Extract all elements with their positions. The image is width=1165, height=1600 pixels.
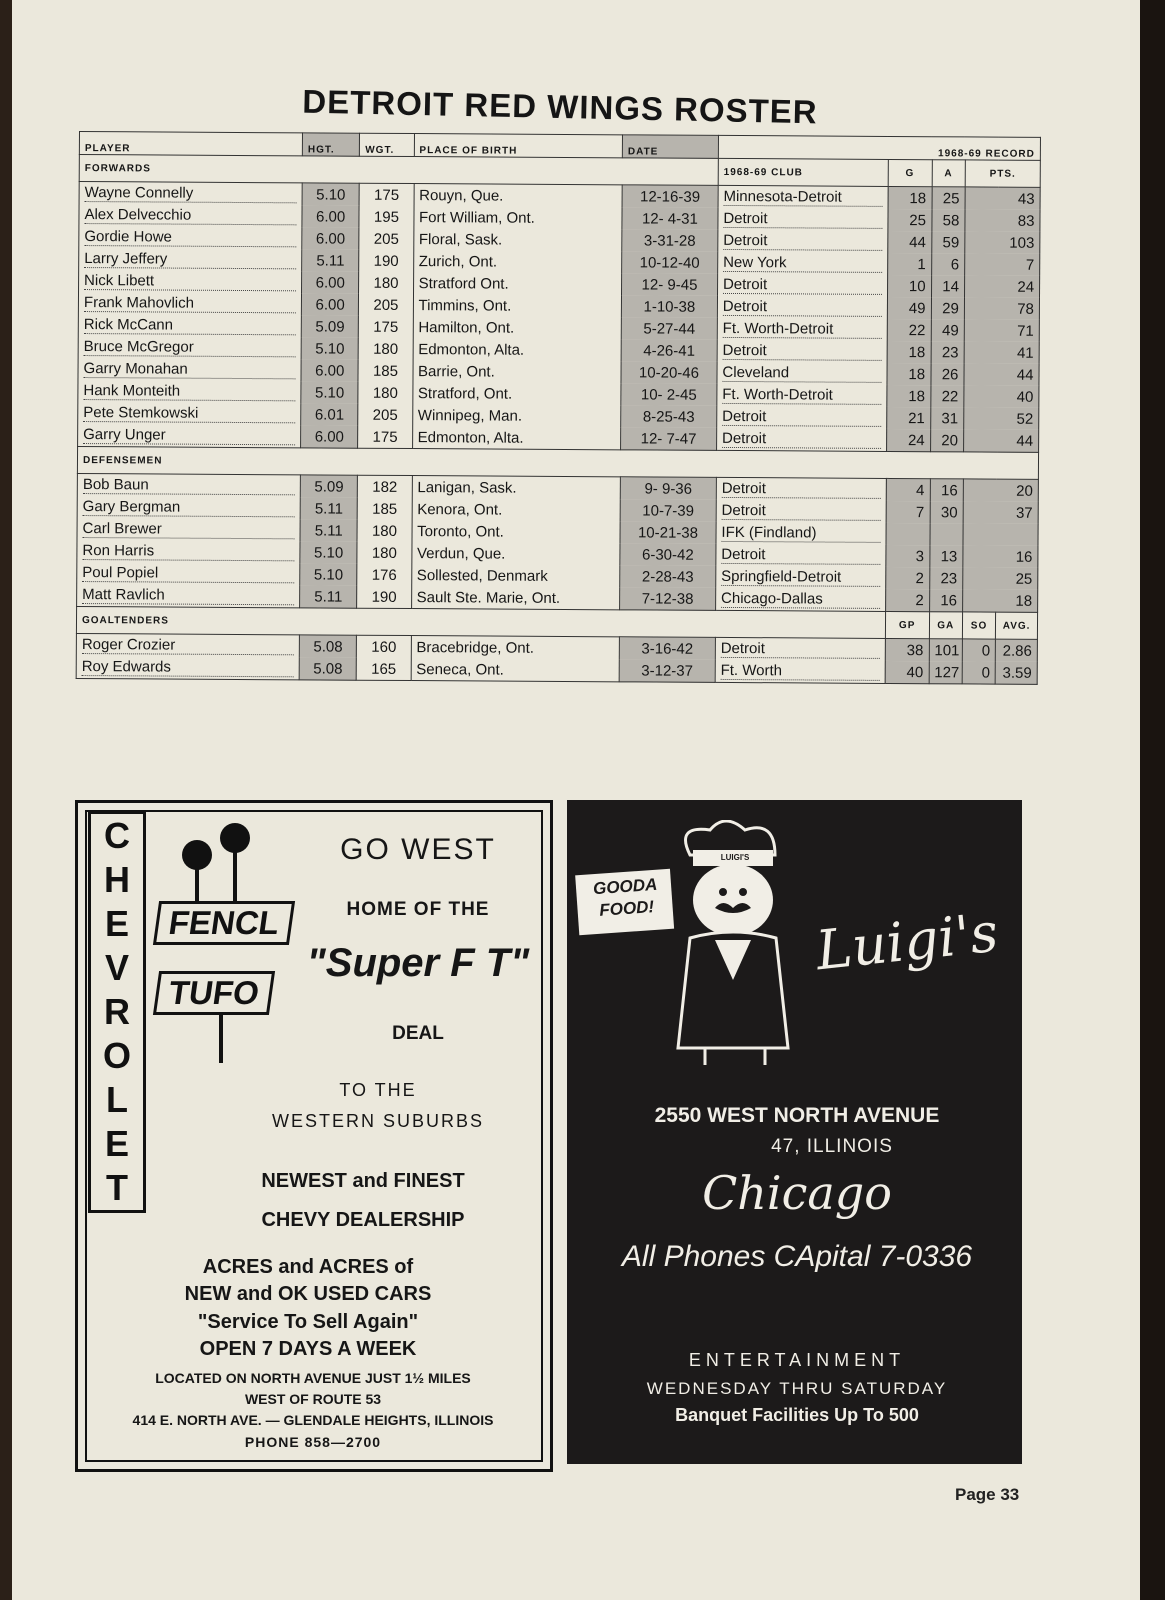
height-cell: 6.00 xyxy=(302,227,359,249)
hat-label: LUIGI'S xyxy=(720,853,750,862)
birthdate-cell: 2-28-43 xyxy=(620,565,716,588)
birthplace-cell: Seneca, Ont. xyxy=(411,658,620,682)
col-place: PLACE OF BIRTH xyxy=(414,134,623,158)
player-name-cell xyxy=(78,380,301,403)
address-text: 414 E. NORTH AVE. — GLENDALE HEIGHTS, ILLINOIS xyxy=(132,1412,494,1428)
player-name-cell xyxy=(78,336,301,359)
home-of-text: HOME OF THE xyxy=(346,899,490,920)
club-name-cell xyxy=(717,318,887,341)
col-g: G xyxy=(888,159,932,186)
height-cell: 5.09 xyxy=(300,475,357,498)
page-number: Page 33 xyxy=(955,1485,1020,1504)
club-name-cell xyxy=(717,384,887,407)
birthplace-cell: Sault Ste. Marie, Ont. xyxy=(411,586,620,610)
player-name: Garry Monahan xyxy=(83,360,295,379)
club-name: Detroit xyxy=(722,430,881,449)
ga-cell: 127 xyxy=(929,661,962,684)
assists-cell: 29 xyxy=(931,297,964,319)
birthplace-cell: Sollested, Denmark xyxy=(411,564,620,587)
birthdate-cell: 10-7-39 xyxy=(620,499,716,522)
player-name: Pete Stemkowski xyxy=(83,404,295,423)
height-cell: 5.10 xyxy=(301,381,358,403)
goals-cell xyxy=(886,523,930,545)
birthdate-cell: 1-10-38 xyxy=(621,295,717,318)
player-name-cell xyxy=(77,473,300,497)
points-cell: 78 xyxy=(964,297,1039,319)
gp-cell: 40 xyxy=(885,661,929,684)
weight-cell: 205 xyxy=(359,228,413,250)
birthdate-cell: 3-31-28 xyxy=(622,229,718,252)
goals-cell: 2 xyxy=(885,589,929,612)
points-cell: 37 xyxy=(963,501,1038,523)
birthdate-cell: 3-12-37 xyxy=(619,659,715,682)
birthplace-cell: Hamilton, Ont. xyxy=(413,316,622,339)
club-name-cell xyxy=(716,500,886,523)
weight-cell: 165 xyxy=(357,658,411,681)
player-name-cell xyxy=(78,424,301,448)
club-name-cell xyxy=(717,362,887,385)
weight-cell: 195 xyxy=(359,206,413,228)
assists-cell: 26 xyxy=(931,363,964,385)
chev-letter: O xyxy=(102,1035,131,1076)
club-name-cell xyxy=(716,566,886,589)
player-name: Garry Unger xyxy=(83,426,295,445)
player-name: Larry Jeffery xyxy=(84,250,296,269)
height-cell: 5.11 xyxy=(300,497,357,519)
club-name: IFK (Findland) xyxy=(721,524,880,543)
points-cell: 44 xyxy=(964,363,1039,385)
weight-cell: 176 xyxy=(357,564,411,586)
weight-cell: 190 xyxy=(359,250,413,272)
assists-cell: 14 xyxy=(931,275,964,297)
assists-cell: 49 xyxy=(931,319,964,341)
club-name: New York xyxy=(723,254,882,273)
club-name: Ft. Worth-Detroit xyxy=(722,386,881,405)
fencl-sign: FENCL xyxy=(153,901,295,945)
goals-cell: 18 xyxy=(888,186,932,209)
goals-cell: 18 xyxy=(887,385,931,407)
player-name: Roger Crozier xyxy=(82,636,294,655)
birthdate-cell: 12- 9-45 xyxy=(622,273,718,296)
player-name: Gordie Howe xyxy=(84,228,296,247)
goals-cell: 22 xyxy=(887,319,931,341)
height-cell: 5.10 xyxy=(300,541,357,563)
record-label: 1968-69 RECORD xyxy=(938,148,1035,160)
player-name: Wayne Connelly xyxy=(85,184,297,203)
club-name-cell xyxy=(718,185,888,209)
birthplace-cell: Edmonton, Alta. xyxy=(412,426,621,450)
birthplace-cell: Edmonton, Alta. xyxy=(413,338,622,361)
birthplace-cell: Kenora, Ont. xyxy=(412,498,621,521)
club-name-cell xyxy=(715,637,885,661)
deal-text: DEAL xyxy=(392,1023,444,1044)
col-gp: GP xyxy=(885,611,929,638)
col-pts: PTS. xyxy=(965,160,1040,187)
birthplace-cell: Winnipeg, Man. xyxy=(412,404,621,427)
chev-letter: E xyxy=(104,1123,129,1164)
banquet-text: Banquet Facilities Up To 500 xyxy=(675,1405,919,1425)
goals-cell: 2 xyxy=(885,567,929,589)
player-name-cell xyxy=(78,358,301,381)
luigis-ad xyxy=(567,800,1022,1464)
player-name-cell xyxy=(77,496,300,519)
player-name: Bruce McGregor xyxy=(84,338,296,357)
birthplace-cell: Rouyn, Que. xyxy=(414,184,623,208)
assists-cell: 30 xyxy=(930,501,963,523)
player-name-cell xyxy=(79,248,302,271)
section-forwards: FORWARDS xyxy=(79,155,718,186)
weight-cell: 205 xyxy=(358,404,412,426)
birthdate-cell: 3-16-42 xyxy=(619,637,715,660)
birthplace-cell: Stratford Ont. xyxy=(413,272,622,295)
weight-cell: 175 xyxy=(359,183,413,206)
chicago-text: Chicago xyxy=(702,1166,892,1220)
assists-cell: 13 xyxy=(929,545,962,567)
so-cell: 0 xyxy=(962,639,995,662)
player-name-cell xyxy=(77,562,300,585)
club-name: Detroit xyxy=(721,546,880,565)
height-cell: 5.10 xyxy=(301,337,358,359)
height-cell: 5.11 xyxy=(300,519,357,541)
birthplace-cell: Verdun, Que. xyxy=(411,542,620,565)
defensemen-body xyxy=(77,446,1039,612)
forwards-body xyxy=(78,155,1041,453)
assists-cell: 20 xyxy=(930,429,963,452)
club-name: Chicago-Dallas xyxy=(721,590,880,609)
club-name: Cleveland xyxy=(722,364,881,383)
height-cell: 5.10 xyxy=(300,563,357,585)
go-west-text: GO WEST xyxy=(340,833,496,866)
goaltenders-body xyxy=(76,606,1037,684)
col-a: A xyxy=(932,160,966,187)
super-ft-text: "Super F T" xyxy=(306,941,530,985)
weight-cell: 190 xyxy=(357,586,411,609)
chev-letter: C xyxy=(104,815,130,856)
chevrolet-sign xyxy=(88,811,146,1213)
player-name: Alex Delvecchio xyxy=(84,206,296,225)
player-name-cell xyxy=(76,656,299,680)
chev-letter: V xyxy=(104,947,129,988)
player-name: Carl Brewer xyxy=(83,520,295,539)
points-cell: 83 xyxy=(965,209,1040,231)
goals-cell: 18 xyxy=(887,341,931,363)
club-name-cell xyxy=(717,274,887,297)
gooda-food-bubble: GOODA FOOD! xyxy=(592,874,658,920)
new-ok-text: NEW and OK USED CARS xyxy=(184,1283,432,1305)
club-name-cell xyxy=(718,208,888,231)
weight-cell: 175 xyxy=(358,426,412,449)
club-name: Detroit xyxy=(723,342,882,361)
goals-cell: 24 xyxy=(886,429,930,452)
west-of-route-text: WEST OF ROUTE 53 xyxy=(244,1391,382,1407)
club-name: Detroit xyxy=(722,480,881,499)
points-cell: 20 xyxy=(963,479,1038,502)
player-name-cell xyxy=(77,540,300,563)
player-name: Frank Mahovlich xyxy=(84,294,296,313)
goals-cell: 10 xyxy=(887,275,931,297)
assists-cell: 23 xyxy=(931,341,964,363)
tufo-sign: TUFO xyxy=(153,971,275,1015)
club-name-cell xyxy=(718,230,888,253)
assists-cell: 59 xyxy=(931,231,964,253)
player-name: Matt Ravlich xyxy=(82,586,294,605)
birthdate-cell: 4-26-41 xyxy=(621,339,717,362)
club-name: Detroit xyxy=(722,502,881,521)
birthplace-cell: Zurich, Ont. xyxy=(413,250,622,273)
club-name-cell xyxy=(716,544,886,567)
player-name-cell xyxy=(79,226,302,249)
player-name: Gary Bergman xyxy=(83,498,295,517)
col-hgt: HGT. xyxy=(302,133,359,156)
open-days-text: OPEN 7 DAYS A WEEK xyxy=(199,1338,417,1360)
height-cell: 6.00 xyxy=(302,271,359,293)
assists-cell: 16 xyxy=(929,589,962,612)
player-name-cell xyxy=(77,584,300,608)
birthdate-cell: 10-21-38 xyxy=(620,521,716,544)
goals-cell: 3 xyxy=(886,545,930,567)
assists-cell: 58 xyxy=(931,209,964,231)
located-text: LOCATED ON NORTH AVENUE JUST 1½ MILES xyxy=(155,1370,471,1386)
weight-cell: 185 xyxy=(357,498,411,520)
club-name-cell xyxy=(716,522,886,545)
chev-letter: H xyxy=(104,859,130,900)
height-cell: 5.10 xyxy=(302,183,359,206)
points-cell xyxy=(963,523,1038,545)
chev-letter: L xyxy=(106,1079,128,1120)
birthdate-cell: 8-25-43 xyxy=(621,405,717,428)
player-name-cell xyxy=(79,270,302,293)
newest-text: NEWEST and FINEST xyxy=(261,1170,465,1192)
chev-letter: E xyxy=(104,903,129,944)
weight-cell: 180 xyxy=(359,272,413,294)
birthdate-cell: 7-12-38 xyxy=(620,587,716,610)
points-cell: 44 xyxy=(963,429,1038,452)
player-name-cell xyxy=(79,182,302,206)
club-name: Detroit xyxy=(723,232,882,251)
club-name: Ft. Worth xyxy=(721,662,880,681)
player-name: Bob Baun xyxy=(83,476,295,495)
height-cell: 6.00 xyxy=(301,359,358,381)
points-cell: 16 xyxy=(963,545,1038,567)
zip-text: 47, ILLINOIS xyxy=(771,1136,893,1157)
player-name: Poul Popiel xyxy=(82,564,294,583)
birthplace-cell: Timmins, Ont. xyxy=(413,294,622,317)
club-name: Detroit xyxy=(723,210,882,229)
height-cell: 5.11 xyxy=(302,249,359,271)
binding-spine xyxy=(0,0,12,1600)
club-name: Detroit xyxy=(723,298,882,317)
club-name-cell xyxy=(716,477,886,501)
avg-cell: 2.86 xyxy=(996,639,1038,662)
roster-title: DETROIT RED WINGS ROSTER xyxy=(302,82,819,131)
weight-cell: 180 xyxy=(357,542,411,564)
goals-cell: 1 xyxy=(887,253,931,275)
address-text: 2550 WEST NORTH AVENUE xyxy=(654,1104,940,1127)
goals-cell: 18 xyxy=(887,363,931,385)
player-name-cell xyxy=(78,314,301,337)
player-name-cell xyxy=(78,292,301,315)
club-name: Detroit xyxy=(723,276,882,295)
player-name: Rick McCann xyxy=(84,316,296,335)
points-cell: 43 xyxy=(965,187,1040,210)
club-name-cell xyxy=(717,406,887,429)
roster-table-wrapper xyxy=(76,131,1041,685)
club-name: Ft. Worth-Detroit xyxy=(723,320,882,339)
weight-cell: 182 xyxy=(358,475,412,498)
player-name: Hank Monteith xyxy=(83,382,295,401)
assists-cell: 22 xyxy=(930,385,963,407)
birthdate-cell: 12- 7-47 xyxy=(621,427,717,450)
height-cell: 6.01 xyxy=(301,403,358,425)
player-name: Nick Libett xyxy=(84,272,296,291)
club-name: Springfield-Detroit xyxy=(721,568,880,587)
section-defensemen: DEFENSEMEN xyxy=(77,446,1038,479)
goals-cell: 4 xyxy=(886,478,930,501)
birthplace-cell: Lanigan, Sask. xyxy=(412,476,621,500)
luigis-name: Luigi's xyxy=(813,900,1001,983)
birthplace-cell: Toronto, Ont. xyxy=(412,520,621,543)
chevy-dealership-text: CHEVY DEALERSHIP xyxy=(261,1209,465,1231)
club-name: Detroit xyxy=(721,640,880,659)
birthdate-cell: 10-12-40 xyxy=(622,251,718,274)
col-so: SO xyxy=(962,612,996,639)
goals-cell: 7 xyxy=(886,501,930,523)
so-cell: 0 xyxy=(962,661,995,684)
birthplace-cell: Bracebridge, Ont. xyxy=(411,636,620,660)
player-name: Ron Harris xyxy=(82,542,294,561)
weight-cell: 180 xyxy=(358,338,412,360)
col-date: DATE xyxy=(622,135,718,159)
birthdate-cell: 9- 9-36 xyxy=(620,477,716,500)
weight-cell: 180 xyxy=(358,382,412,404)
points-cell: 41 xyxy=(964,341,1039,363)
height-cell: 6.00 xyxy=(301,425,358,448)
col-wgt: WGT. xyxy=(360,133,414,156)
height-cell: 6.00 xyxy=(302,205,359,227)
goals-cell: 44 xyxy=(888,231,932,253)
weight-cell: 205 xyxy=(359,294,413,316)
assists-cell: 6 xyxy=(931,253,964,275)
club-name-cell xyxy=(715,588,885,612)
assists-cell: 23 xyxy=(929,567,962,589)
phone-text: PHONE 858—2700 xyxy=(244,1434,382,1450)
birthdate-cell: 12- 4-31 xyxy=(622,207,718,230)
fencl-tufo-ad xyxy=(75,800,553,1472)
chev-letter: R xyxy=(104,991,130,1032)
birthdate-cell: 10-20-46 xyxy=(621,361,717,384)
birthplace-cell: Barrie, Ont. xyxy=(413,360,622,383)
weight-cell: 185 xyxy=(358,360,412,382)
club-name-cell xyxy=(717,340,887,363)
player-name-cell xyxy=(77,518,300,541)
club-name: Minnesota-Detroit xyxy=(723,188,882,207)
club-name: Detroit xyxy=(722,408,881,427)
points-cell: 40 xyxy=(964,385,1039,407)
western-suburbs-text: WESTERN SUBURBS xyxy=(271,1111,485,1131)
col-player: PLAYER xyxy=(79,132,302,156)
birthdate-cell: 12-16-39 xyxy=(622,185,718,208)
avg-cell: 3.59 xyxy=(995,662,1037,685)
points-cell: 71 xyxy=(964,319,1039,341)
club-name-cell xyxy=(717,296,887,319)
phones-text: All Phones CApital 7-0336 xyxy=(621,1240,973,1273)
height-cell: 5.09 xyxy=(301,315,358,337)
assists-cell xyxy=(930,523,963,545)
goals-cell: 25 xyxy=(888,209,932,231)
col-avg: AVG. xyxy=(996,612,1038,639)
points-cell: 24 xyxy=(964,275,1039,297)
goals-cell: 49 xyxy=(887,297,931,319)
player-name-cell xyxy=(79,204,302,227)
birthdate-cell: 6-30-42 xyxy=(620,543,716,566)
to-the-text: TO THE xyxy=(339,1080,417,1100)
days-text: WEDNESDAY THRU SATURDAY xyxy=(646,1379,948,1398)
points-cell: 25 xyxy=(963,567,1038,589)
birthdate-cell: 5-27-44 xyxy=(621,317,717,340)
weight-cell: 180 xyxy=(357,520,411,542)
goals-cell: 21 xyxy=(886,407,930,429)
assists-cell: 16 xyxy=(930,479,963,502)
club-name-cell xyxy=(718,252,888,275)
club-name-cell xyxy=(716,428,886,452)
chev-letter: T xyxy=(106,1167,128,1208)
birthplace-cell: Fort William, Ont. xyxy=(413,206,622,229)
birthplace-cell: Floral, Sask. xyxy=(413,228,622,251)
points-cell: 7 xyxy=(965,253,1040,275)
club-name-cell xyxy=(715,660,885,684)
weight-cell: 160 xyxy=(357,635,411,658)
height-cell: 5.08 xyxy=(299,635,356,658)
col-club: 1968-69 CLUB xyxy=(718,158,888,186)
height-cell: 5.08 xyxy=(299,657,356,680)
weight-cell: 175 xyxy=(359,316,413,338)
player-name: Roy Edwards xyxy=(82,658,294,677)
entertainment-text: ENTERTAINMENT xyxy=(688,1350,906,1370)
points-cell: 52 xyxy=(964,407,1039,429)
points-cell: 18 xyxy=(962,589,1037,612)
roster-table xyxy=(76,131,1041,685)
birthplace-cell: Stratford, Ont. xyxy=(412,382,621,405)
player-name-cell xyxy=(76,633,299,657)
height-cell: 5.11 xyxy=(300,585,357,608)
gp-cell: 38 xyxy=(885,638,929,661)
birthdate-cell: 10- 2-45 xyxy=(621,383,717,406)
section-goaltenders: GOALTENDERS xyxy=(76,606,885,638)
height-cell: 6.00 xyxy=(301,293,358,315)
player-name-cell xyxy=(78,402,301,425)
ga-cell: 101 xyxy=(929,639,962,662)
assists-cell: 25 xyxy=(932,187,965,210)
service-text: "Service To Sell Again" xyxy=(197,1311,419,1333)
points-cell: 103 xyxy=(965,231,1040,253)
assists-cell: 31 xyxy=(930,407,963,429)
col-ga: GA xyxy=(929,612,963,639)
acres-text: ACRES and ACRES of xyxy=(202,1256,414,1278)
col-record xyxy=(718,135,1040,160)
